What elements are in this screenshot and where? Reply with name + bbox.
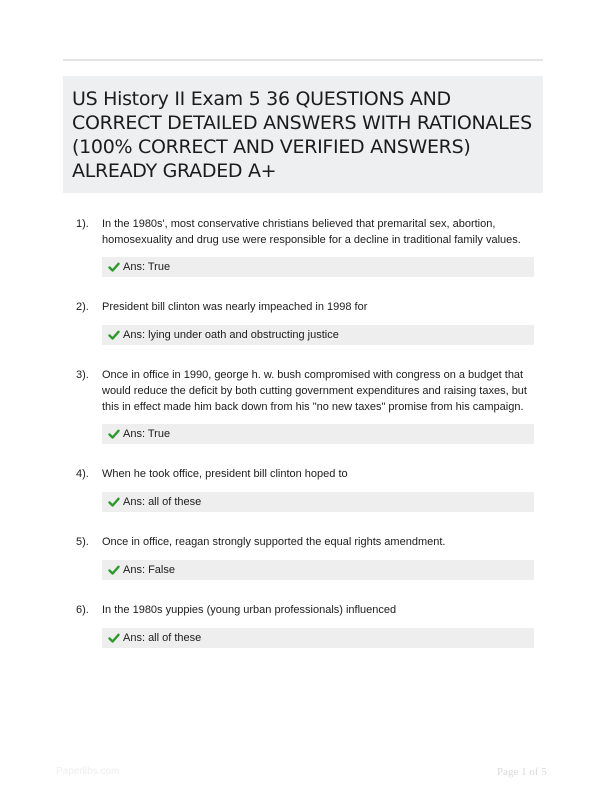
answer-box xyxy=(102,492,534,512)
question-text: President bill clinton was nearly impeached in 1998 for xyxy=(102,301,368,313)
check-icon xyxy=(108,428,120,440)
check-icon xyxy=(108,329,120,341)
check-icon xyxy=(108,564,120,576)
check-icon xyxy=(108,261,120,273)
answer-box xyxy=(102,628,534,648)
question-text: Once in office in 1990, george h. w. bush compromised with congress on a budget that would reduce the deficit by both cutting government expenditures and raising taxes, but this in effect made him back down from his "no new taxes" promise from his campaign. xyxy=(102,369,527,413)
question-number: 2). xyxy=(76,301,89,313)
check-icon xyxy=(108,632,120,644)
page-indicator: Page 1 of 5 xyxy=(497,766,547,778)
answer-text: Ans: True xyxy=(123,428,171,440)
answer-text: Ans: True xyxy=(123,261,171,273)
answer-text: Ans: all of these xyxy=(123,632,202,644)
footer-watermark: Paperlibs.com xyxy=(56,766,120,777)
answer-text: Ans: lying under oath and obstructing justice xyxy=(123,329,339,341)
answer-box xyxy=(102,560,534,580)
question-text: In the 1980s yuppies (young urban professionals) influenced xyxy=(102,604,397,616)
answer-box xyxy=(102,325,534,345)
top-divider xyxy=(63,59,543,61)
question-text: In the 1980s', most conservative christians believed that premarital sex, abortion, homosexuality and drug use were responsible for a decline in traditional family values. xyxy=(102,218,521,246)
answer-box xyxy=(102,424,534,444)
title-banner xyxy=(63,76,543,193)
question-text: Once in office, reagan strongly supported the equal rights amendment. xyxy=(102,536,446,548)
answer-text: Ans: all of these xyxy=(123,496,202,508)
question-number: 4). xyxy=(76,468,89,480)
question-number: 5). xyxy=(76,536,89,548)
question-number: 1). xyxy=(76,218,89,230)
question-number: 6). xyxy=(76,604,89,616)
document-title: US History II Exam 5 36 QUESTIONS AND CORRECT DETAILED ANSWERS WITH RATIONALES (100% CORRECT AND VERIFIED ANSWERS) ALREADY GRADED A+ xyxy=(72,88,532,182)
answer-text: Ans: False xyxy=(123,564,175,576)
check-icon xyxy=(108,496,120,508)
answer-box xyxy=(102,257,534,277)
question-number: 3). xyxy=(76,369,89,381)
question-text: When he took office, president bill clinton hoped to xyxy=(102,468,348,480)
